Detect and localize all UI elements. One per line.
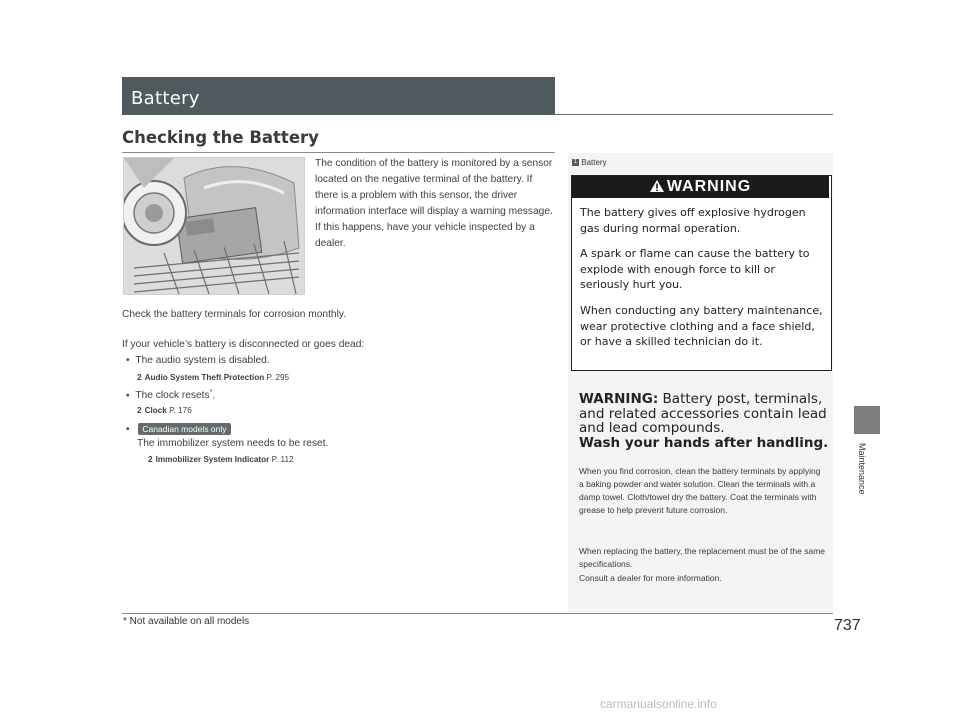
battery-illustration: [124, 158, 304, 294]
lead-warning-text: Battery post, terminals, and related accessories contain lead and lead compounds.: [579, 391, 827, 436]
footer-rule: [122, 613, 833, 614]
maintenance-tab[interactable]: [854, 406, 880, 434]
reference-page: P. 112: [271, 455, 294, 464]
bullet-glyph: •: [126, 390, 130, 402]
bullet-glyph: •: [126, 355, 130, 366]
warning-title: WARNING: [666, 178, 752, 195]
note-marker-icon: 1: [573, 159, 578, 166]
bullet-glyph: •: [126, 424, 130, 435]
warning-triangle-icon: [650, 180, 664, 192]
reference-page: P. 176: [169, 406, 192, 415]
replacement-text: When replacing the battery, the replacement must be of the same specifications.: [579, 546, 826, 569]
cross-reference-clock[interactable]: [137, 406, 192, 415]
warning-paragraph: A spark or flame can cause the battery to explode with enough force to kill or seriously hurt you.: [580, 247, 810, 291]
canadian-models-badge: Canadian models only: [138, 423, 230, 435]
battery-photo: [123, 157, 305, 295]
title-rule: [555, 114, 833, 115]
section-title: Checking the Battery: [122, 128, 319, 147]
cross-reference-immobilizer[interactable]: [148, 455, 294, 464]
check-monthly-text: Check the battery terminals for corrosion monthly.: [122, 309, 347, 320]
warning-paragraph: The battery gives off explosive hydrogen gas during normal operation.: [580, 206, 806, 235]
reference-title: Immobilizer System Indicator: [155, 455, 270, 464]
reference-title: Audio System Theft Protection: [144, 373, 265, 382]
wash-hands-text: Wash your hands after handling.: [579, 434, 829, 451]
reference-arrow-icon: 2: [148, 455, 153, 464]
bullet-text: The audio system is disabled.: [135, 355, 270, 366]
battery-dead-text: If your vehicle’s battery is disconnected or goes dead:: [122, 339, 365, 350]
cross-reference-audio[interactable]: [137, 373, 289, 382]
list-item: [126, 355, 270, 366]
lead-warning-prefix: WARNING:: [579, 391, 659, 407]
reference-arrow-icon: 2: [137, 373, 142, 382]
warning-header: [572, 176, 829, 198]
watermark: carmanualsonline.info: [600, 697, 717, 711]
section-rule: [122, 152, 555, 153]
bullet-text: The clock resets: [135, 390, 210, 402]
footer-note: * Not available on all models: [123, 616, 250, 627]
maintenance-tab-label: Maintenance: [857, 443, 867, 495]
sidebar-label: [572, 158, 607, 167]
consult-dealer-text: Consult a dealer for more information.: [579, 573, 722, 583]
lead-warning: [579, 392, 829, 450]
sidebar-label-text: Battery: [581, 158, 607, 167]
intro-paragraph: The condition of the battery is monitored by a sensor located on the negative terminal of the battery. If there is a problem with this sensor, the driver information interface will display a warning message. If this happens, have your vehicle inspected by a dealer.: [315, 158, 553, 249]
reference-page: P. 295: [266, 373, 290, 382]
chapter-title: Battery: [131, 88, 200, 109]
bullet-text-suffix: .: [212, 390, 216, 402]
corrosion-text: When you find corrosion, clean the battery terminals by applying a baking powder and water solution. Clean the terminals with a damp towel. Cloth/towel dry the battery. Coat the terminals with grease to help prevent future corrosion.: [579, 466, 821, 515]
page-number: 737: [834, 617, 861, 634]
warning-paragraph: When conducting any battery maintenance, wear protective clothing and a face shield, or have a skilled technician do it.: [580, 304, 823, 348]
bullet-text: The immobilizer system needs to be reset.: [137, 438, 329, 449]
list-item: [126, 423, 231, 435]
reference-title: Clock: [144, 406, 167, 415]
list-item: [126, 389, 215, 401]
asterisk: *: [209, 389, 213, 396]
reference-arrow-icon: 2: [137, 406, 142, 415]
